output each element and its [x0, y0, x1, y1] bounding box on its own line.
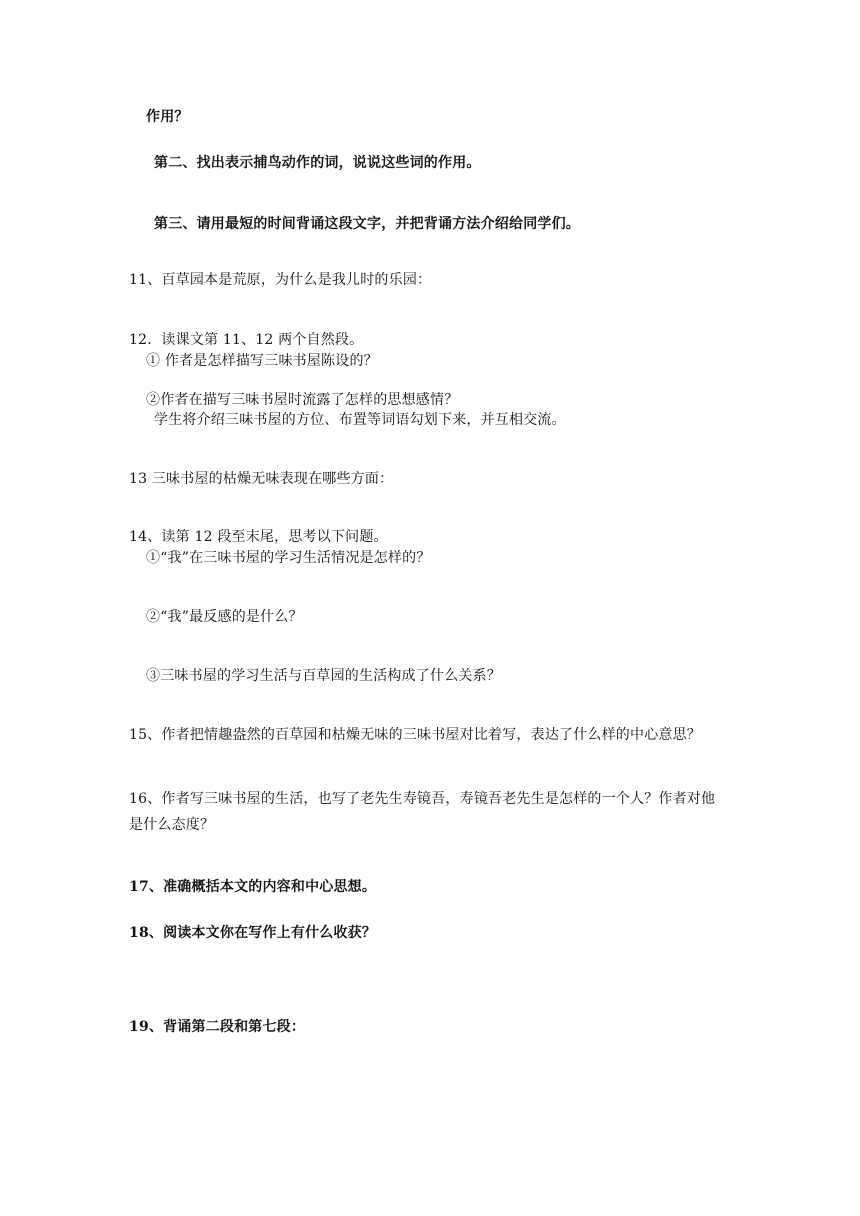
- question-12: 12．读课文第 11、12 两个自然段。: [129, 332, 364, 348]
- question-18: 18、阅读本文你在写作上有什么收获？: [129, 925, 377, 941]
- question-15: 15、作者把情趣盎然的百草园和枯燥无味的三味书屋对比着写，表达了什么样的中心意思？: [129, 727, 702, 743]
- question-part-three: 第三、请用最短的时间背诵这段文字，并把背诵方法介绍给同学们。: [154, 216, 580, 232]
- text-line-zuoyong: 作用？: [146, 109, 189, 125]
- question-14-item-2: ②“我”最反感的是什么？: [146, 609, 303, 625]
- question-11: 11、百草园本是荒原，为什么是我儿时的乐园：: [129, 272, 432, 288]
- question-16: 16、作者写三味书屋的生活，也写了老先生寿镜吾，寿镜吾老先生是怎样的一个人？作者对他是什么态度？: [129, 791, 716, 833]
- question-14-item-3: ③三味书屋的学习生活与百草园的生活构成了什么关系？: [146, 668, 501, 684]
- question-12-item-2: ②作者在描写三味书屋时流露了怎样的思想感情？: [146, 392, 459, 408]
- question-13: 13 三味书屋的枯燥无味表现在哪些方面：: [129, 471, 394, 487]
- question-19: 19、背诵第二段和第七段：: [129, 1019, 306, 1035]
- question-part-two: 第二、找出表示捕鸟动作的词，说说这些词的作用。: [154, 155, 481, 171]
- question-12-item-1: ① 作者是怎样描写三味书屋陈设的？: [146, 353, 378, 369]
- question-17: 17、准确概括本文的内容和中心思想。: [129, 879, 377, 895]
- question-14: 14、读第 12 段至末尾，思考以下问题。: [129, 529, 388, 545]
- question-14-item-1: ①“我”在三味书屋的学习生活情况是怎样的？: [146, 550, 431, 566]
- question-12-activity: 学生将介绍三味书屋的方位、布置等词语勾划下来，并互相交流。: [154, 412, 566, 428]
